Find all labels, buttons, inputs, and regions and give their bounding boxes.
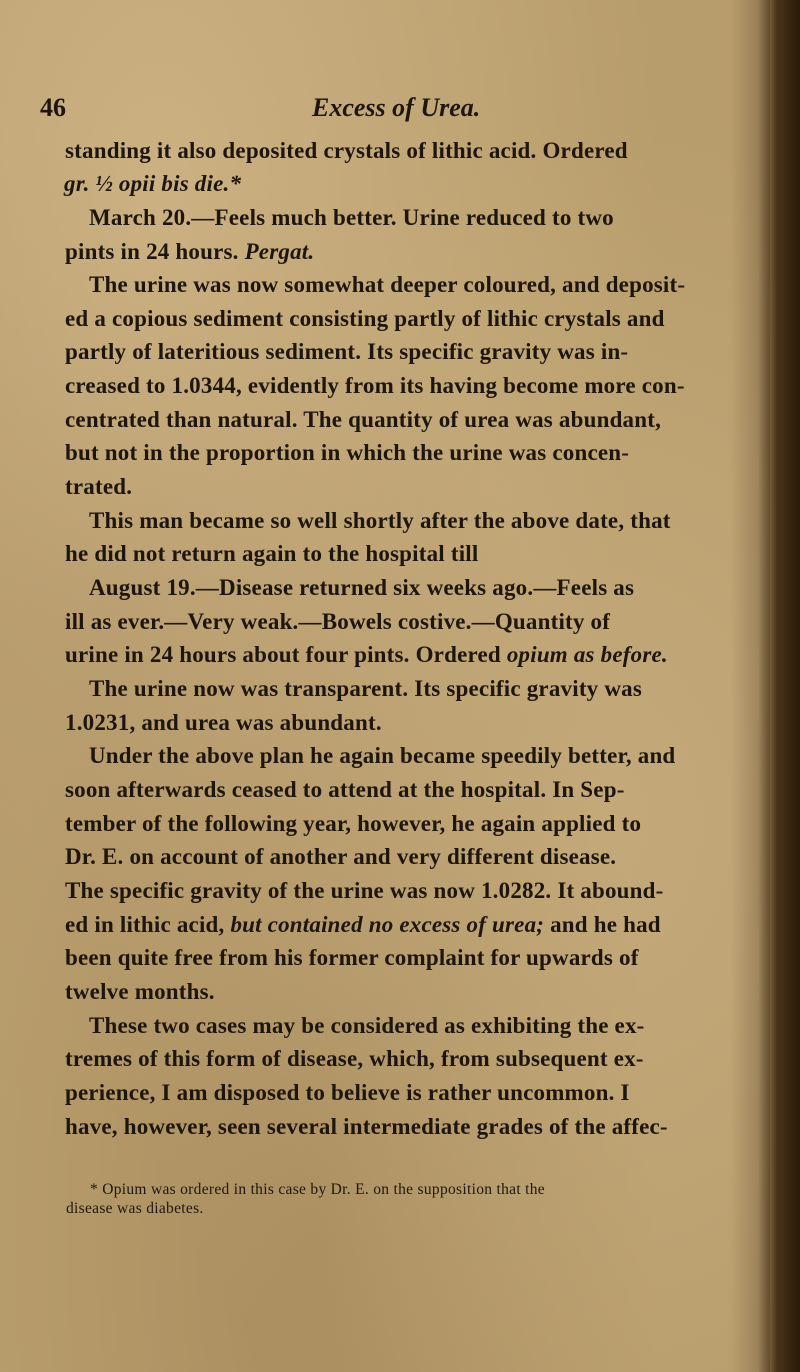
- text-line: have, however, seen several intermediate grades of the affec-: [65, 1114, 668, 1139]
- text-line: These two cases may be considered as exhibiting the ex-: [89, 1013, 645, 1038]
- text-line: urine in 24 hours about four pints. Ordered opium as before.: [65, 642, 668, 667]
- footnote-line: disease was diabetes.: [66, 1200, 204, 1217]
- page-header: [40, 93, 690, 127]
- text-line: March 20.—Feels much better. Urine reduced to two: [89, 205, 614, 230]
- text-line: The urine was now somewhat deeper coloured, and deposit-: [89, 272, 686, 297]
- text-line: ed a copious sediment consisting partly of lithic crystals and: [65, 306, 665, 331]
- text-line: been quite free from his former complaint for upwards of: [65, 945, 639, 970]
- text-line: pints in 24 hours. Pergat.: [65, 239, 315, 264]
- text-line: he did not return again to the hospital till: [65, 541, 479, 566]
- text-line: standing it also deposited crystals of lithic acid. Ordered: [65, 138, 628, 163]
- text-line: ed in lithic acid, but contained no excess of urea; and he had: [65, 912, 661, 937]
- footnote-line: * Opium was ordered in this case by Dr. E. on the supposition that the: [90, 1181, 545, 1198]
- book-spine-edge: [758, 0, 800, 1372]
- text-line: creased to 1.0344, evidently from its having become more con-: [65, 373, 685, 398]
- text-line: Dr. E. on account of another and very different disease.: [65, 844, 617, 869]
- text-line: but not in the proportion in which the urine was concen-: [65, 440, 630, 465]
- text-line: centrated than natural. The quantity of urea was abundant,: [65, 407, 662, 432]
- text-line: soon afterwards ceased to attend at the hospital. In Sep-: [65, 777, 625, 802]
- text-line: gr. ½ opii bis die.*: [64, 171, 242, 196]
- page-number: 46: [40, 93, 66, 122]
- running-head: Excess of Urea.: [312, 93, 481, 122]
- text-line: The urine now was transparent. Its specific gravity was: [89, 676, 642, 701]
- text-line: trated.: [65, 474, 133, 499]
- text-line: This man became so well shortly after the above date, that: [89, 508, 671, 533]
- text-line: tember of the following year, however, he again applied to: [65, 811, 642, 836]
- text-line: partly of lateritious sediment. Its specific gravity was in-: [65, 339, 629, 364]
- text-line: Under the above plan he again became speedily better, and: [89, 743, 676, 768]
- text-line: twelve months.: [65, 979, 215, 1004]
- text-line: perience, I am disposed to believe is rather uncommon. I: [65, 1080, 630, 1105]
- text-line: 1.0231, and urea was abundant.: [65, 710, 382, 735]
- text-line: The specific gravity of the urine was now 1.0282. It abound-: [65, 878, 664, 903]
- text-line: ill as ever.—Very weak.—Bowels costive.—Quantity of: [65, 609, 611, 634]
- text-line: August 19.—Disease returned six weeks ago.—Feels as: [89, 575, 635, 600]
- text-line: tremes of this form of disease, which, from subsequent ex-: [65, 1046, 644, 1071]
